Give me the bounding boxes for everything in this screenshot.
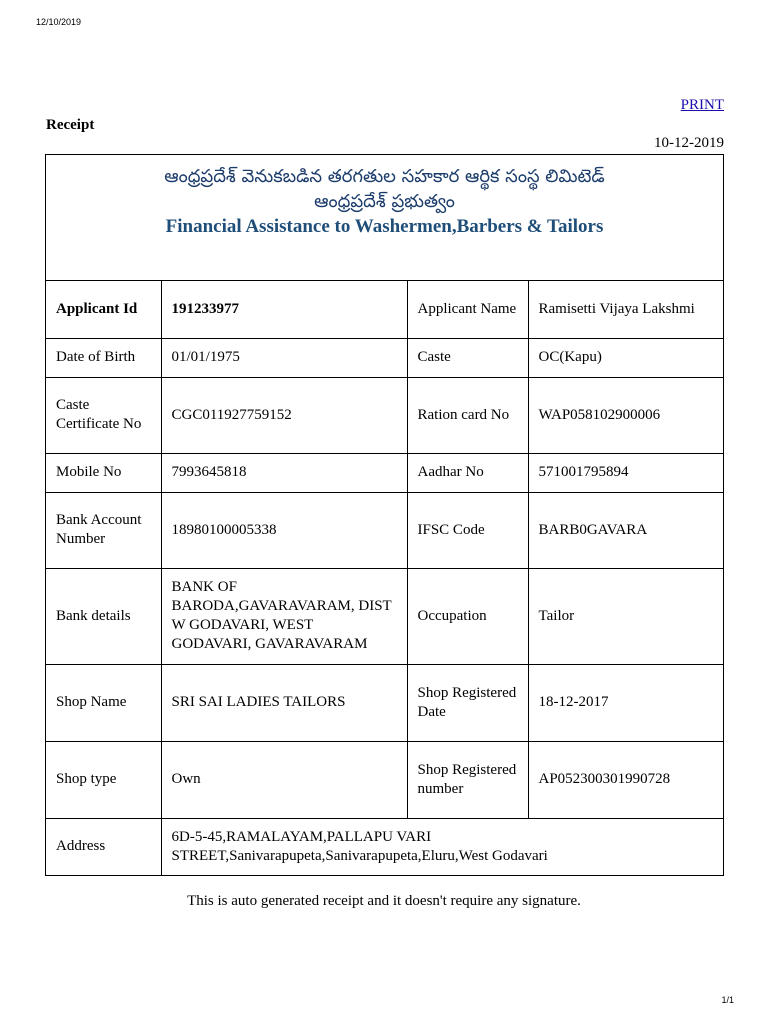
receipt-header: [46, 155, 723, 281]
table-row: [46, 338, 723, 377]
shop-registered-number-value: AP052300301990728: [528, 741, 723, 818]
table-row: [46, 281, 723, 338]
occupation-value: Tailor: [528, 568, 723, 664]
table-row: [46, 664, 723, 741]
dob-label: Date of Birth: [46, 338, 161, 377]
table-row: [46, 492, 723, 568]
applicant-name-value: Ramisetti Vijaya Lakshmi: [528, 281, 723, 338]
caste-label: Caste: [407, 338, 528, 377]
applicant-details-table: [46, 281, 723, 875]
table-row: [46, 741, 723, 818]
print-date: 12/10/2019: [36, 17, 82, 27]
mobile-value: 7993645818: [161, 453, 407, 492]
mobile-label: Mobile No: [46, 453, 161, 492]
scheme-title: Financial Assistance to Washermen,Barbers & Tailors: [165, 216, 604, 237]
shop-name-label: Shop Name: [46, 664, 161, 741]
applicant-id-value: 191233977: [161, 281, 407, 338]
bank-details-value: BANK OF BARODA,GAVARAVARAM, DIST W GODAVARI, WEST GODAVARI, GAVARAVARAM: [161, 568, 407, 664]
applicant-id-label: Applicant Id: [46, 281, 161, 338]
org-name-telugu: ఆంధ్రప్రదేశ్ వెనుకబడిన తరగతుల సహకార ఆర్థిక సంస్థ లిమిటెడ్: [164, 166, 605, 187]
receipt-box: [45, 154, 724, 876]
govt-name-telugu: ఆంధ్రప్రదేశ్ ప్రభుత్వం: [314, 191, 455, 212]
receipt-title: Receipt: [46, 117, 95, 133]
caste-certificate-value: CGC011927759152: [161, 377, 407, 453]
table-row: [46, 377, 723, 453]
shop-registered-number-label: Shop Registered number: [407, 741, 528, 818]
shop-registered-date-label: Shop Registered Date: [407, 664, 528, 741]
dob-value: 01/01/1975: [161, 338, 407, 377]
table-row: [46, 818, 723, 875]
ifsc-value: BARB0GAVARA: [528, 492, 723, 568]
print-link[interactable]: PRINT: [680, 97, 724, 113]
ration-card-label: Ration card No: [407, 377, 528, 453]
shop-name-value: SRI SAI LADIES TAILORS: [161, 664, 407, 741]
page-number: 1/1: [721, 995, 734, 1005]
bank-account-label: Bank Account Number: [46, 492, 161, 568]
shop-registered-date-value: 18-12-2017: [528, 664, 723, 741]
aadhar-value: 571001795894: [528, 453, 723, 492]
caste-value: OC(Kapu): [528, 338, 723, 377]
applicant-name-label: Applicant Name: [407, 281, 528, 338]
ration-card-value: WAP058102900006: [528, 377, 723, 453]
bank-account-value: 18980100005338: [161, 492, 407, 568]
caste-certificate-label: Caste Certificate No: [46, 377, 161, 453]
shop-type-label: Shop type: [46, 741, 161, 818]
footer-note: This is auto generated receipt and it doesn't require any signature.: [187, 893, 581, 909]
table-row: [46, 453, 723, 492]
table-row: [46, 568, 723, 664]
bank-details-label: Bank details: [46, 568, 161, 664]
shop-type-value: Own: [161, 741, 407, 818]
ifsc-label: IFSC Code: [407, 492, 528, 568]
address-label: Address: [46, 818, 161, 875]
aadhar-label: Aadhar No: [407, 453, 528, 492]
occupation-label: Occupation: [407, 568, 528, 664]
receipt-date: 10-12-2019: [654, 135, 724, 151]
address-value: 6D-5-45,RAMALAYAM,PALLAPU VARI STREET,Sanivarapupeta,Sanivarapupeta,Eluru,West Godavari: [171, 828, 548, 864]
